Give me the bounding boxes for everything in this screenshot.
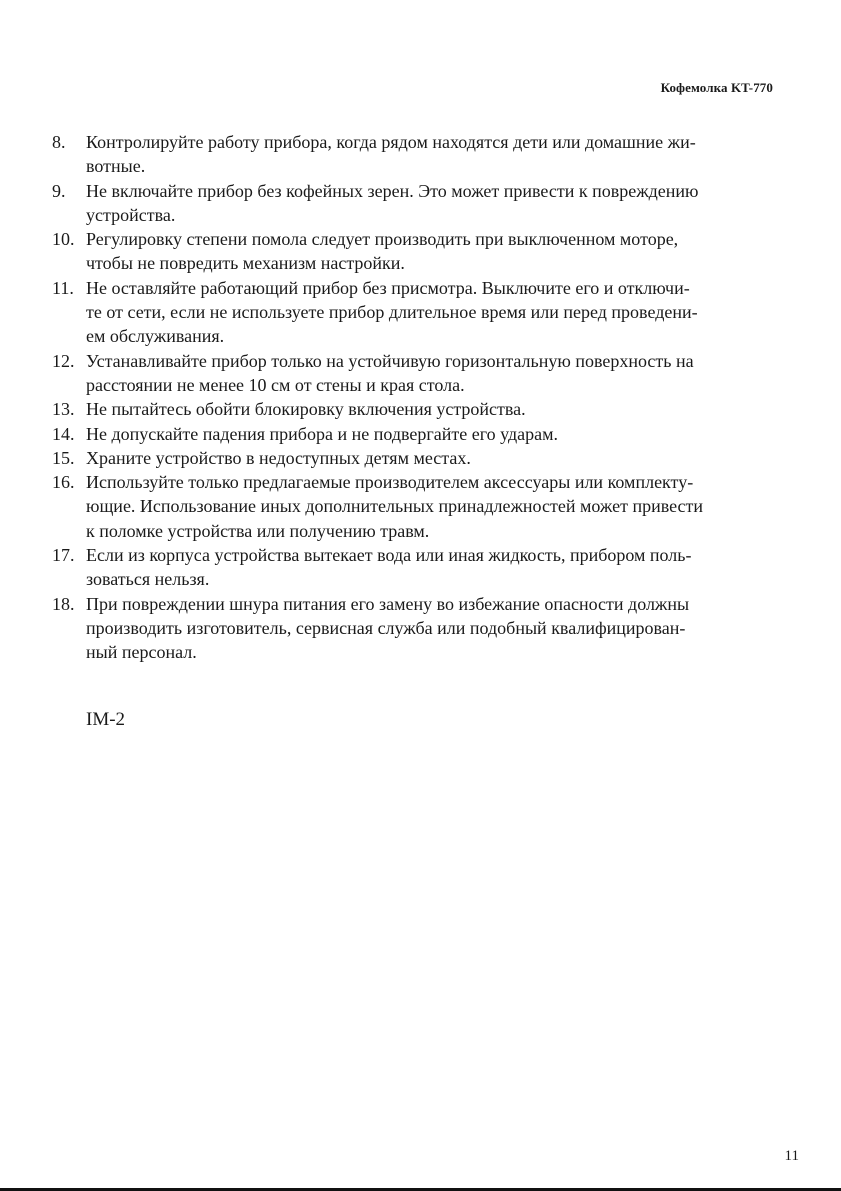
list-item: [52, 446, 778, 470]
item-text-line: устройства.: [86, 204, 176, 225]
item-number: 15.: [52, 447, 75, 468]
safety-instructions-list: [52, 130, 778, 665]
item-text-line: Регулировку степени помола следует производить при выключенном моторе,: [86, 229, 679, 250]
item-text-line: чтобы не повредить механизм настройки.: [86, 253, 405, 274]
page-number: 11: [784, 1148, 799, 1164]
item-number: 9.: [52, 180, 66, 201]
running-header: Кофемолка KT-770: [660, 80, 773, 95]
item-number: 17.: [52, 545, 75, 566]
item-number: 18.: [52, 593, 75, 614]
item-text-line: к поломке устройства или получению травм.: [86, 520, 430, 541]
item-text-line: Храните устройство в недоступных детям местах.: [86, 447, 471, 468]
item-text-line: Контролируйте работу прибора, когда рядом находятся дети или домашние жи-: [86, 132, 696, 152]
item-number: 12.: [52, 350, 75, 371]
item-text-line: ем обслуживания.: [86, 326, 225, 347]
item-text-line: При повреждении шнура питания его замену во избежание опасности должны: [86, 593, 690, 614]
list-item: [52, 592, 778, 665]
item-text-line: вотные.: [86, 156, 146, 177]
list-item: [52, 397, 778, 421]
item-text-line: ный персонал.: [86, 642, 197, 663]
list-item: [52, 543, 778, 592]
item-text-line: Не оставляйте работающий прибор без присмотра. Выключите его и отключи-: [86, 277, 690, 298]
list-item: [52, 276, 778, 349]
item-number: 10.: [52, 229, 75, 250]
list-item: [52, 130, 778, 179]
item-text-line: зоваться нельзя.: [86, 569, 210, 590]
item-text-line: те от сети, если не используете прибор длительное время или перед проведени-: [86, 302, 698, 323]
item-text-line: ющие. Использование иных дополнительных принадлежностей может привести: [86, 496, 704, 517]
item-text-line: Устанавливайте прибор только на устойчивую горизонтальную поверхность на: [86, 350, 694, 371]
list-item: [52, 349, 778, 398]
list-item: [52, 179, 778, 228]
list-item: [52, 422, 778, 446]
item-number: 16.: [52, 472, 75, 493]
document-code: IM-2: [86, 709, 126, 730]
list-item: [52, 227, 778, 276]
item-text-line: Не допускайте падения прибора и не подвергайте его ударам.: [86, 423, 559, 444]
list-item: [52, 470, 778, 543]
item-number: 11.: [52, 277, 74, 298]
item-text-line: производить изготовитель, сервисная служба или подобный квалифицирован-: [86, 617, 686, 638]
item-number: 13.: [52, 399, 75, 420]
item-number: 8.: [52, 132, 66, 152]
item-text-line: расстоянии не менее 10 см от стены и края стола.: [86, 374, 465, 395]
item-text-line: Не пытайтесь обойти блокировку включения устройства.: [86, 399, 526, 420]
item-text-line: Если из корпуса устройства вытекает вода или иная жидкость, прибором поль-: [86, 545, 692, 566]
item-number: 14.: [52, 423, 75, 444]
item-text-line: Используйте только предлагаемые производителем аксессуары или комплекту-: [86, 472, 694, 493]
item-text-line: Не включайте прибор без кофейных зерен. Это может привести к повреждению: [86, 180, 699, 201]
